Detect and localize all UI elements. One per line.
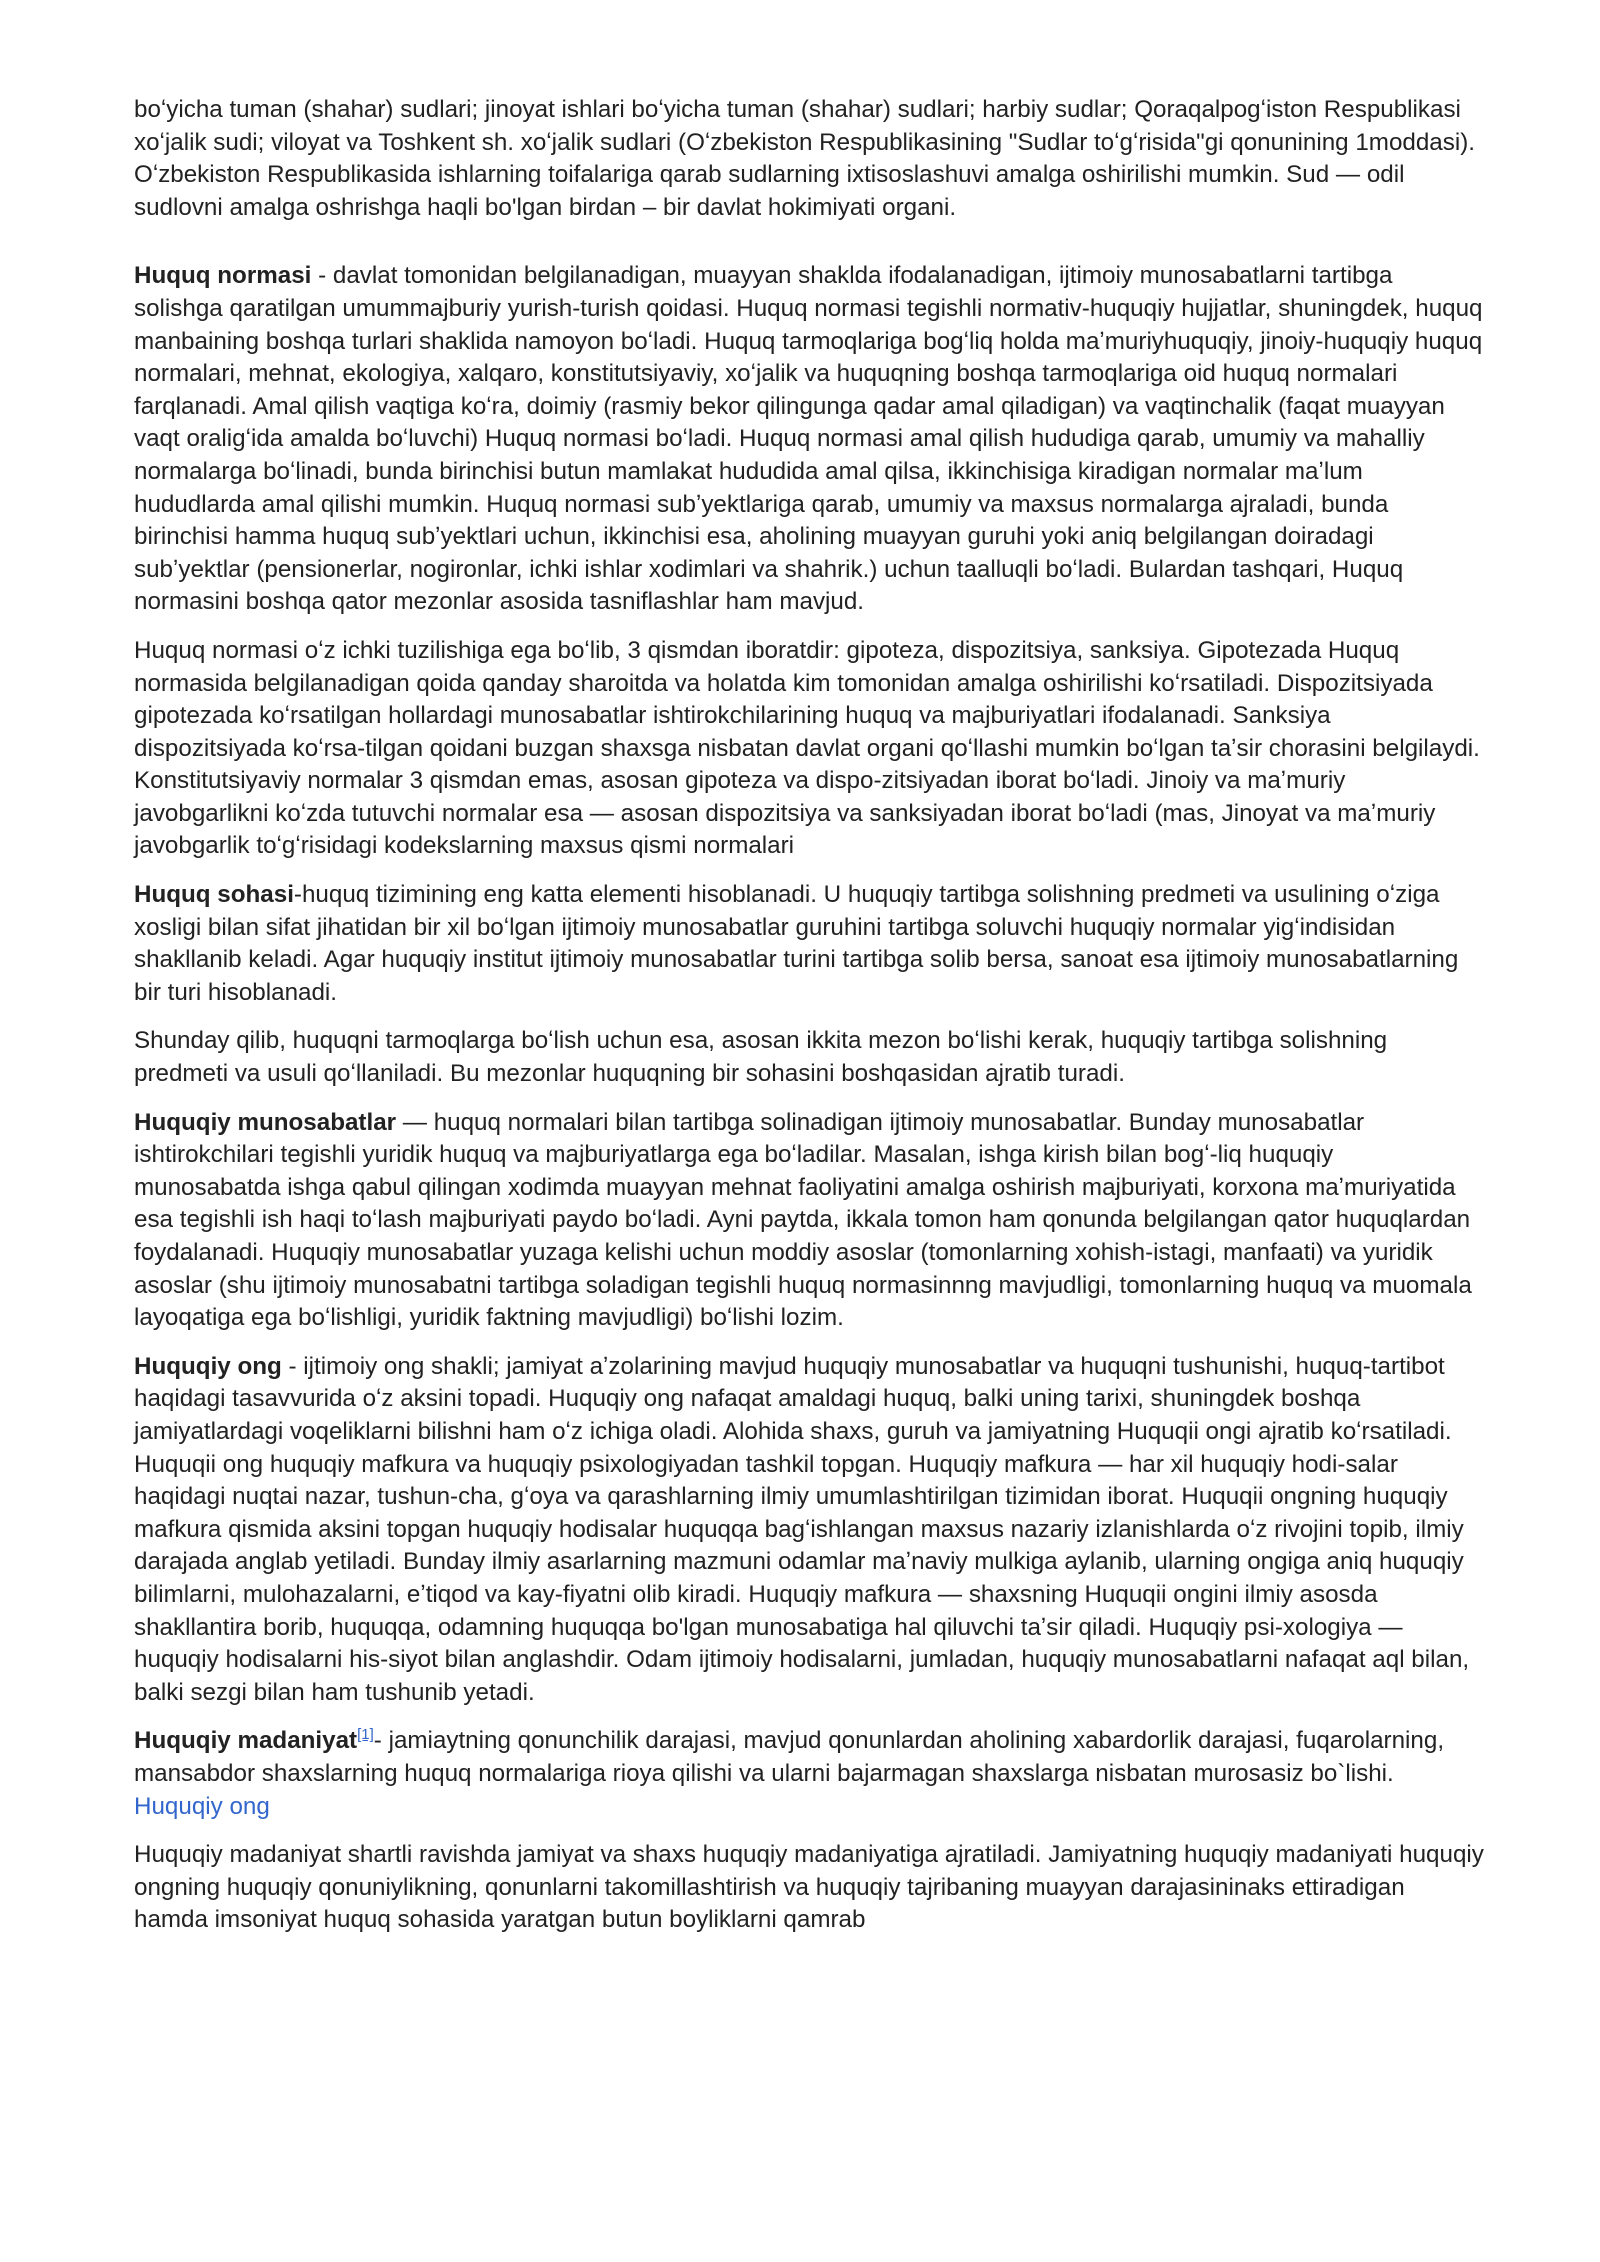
paragraph-courts [134,94,1484,224]
document-body [134,94,1484,1953]
paragraph-culture-types [134,1839,1484,1937]
paragraph-norm-structure [134,635,1484,863]
paragraph-huquq-sohasi [134,879,1484,1009]
citation-link[interactable]: [1] [357,1726,374,1744]
term-heading: Huquqiy madaniyat [134,1727,358,1755]
term-heading: Huquqiy munosabatlar [134,1108,397,1136]
paragraph-branch-criteria [134,1025,1484,1090]
paragraph-text: Shunday qilib, huquqni tarmoqlarga boʻlish uchun esa, asosan ikkita mezon boʻlishi kerak, huquqiy tartibga solishning predmeti va usuli qoʻllaniladi. Bu mezonlar huquqning bir sohasini boshqasidan ajratib turadi. [134,1027,1388,1088]
paragraph-huquqiy-madaniyat [134,1725,1484,1823]
paragraph-text: Huquqiy madaniyat shartli ravishda jamiyat va shaxs huquqiy madaniyatiga ajratiladi. Jamiyatning huquqiy madaniyati huquqiy ongning huquqiy qonuniylikning, qonunlarni takomillashtirish va huquqiy tajribaning muayyan darajasininaks ettiradigan hamda imsoniyat huquq sohasida yaratgan butun boyliklarni qamrab [134,1841,1484,1934]
paragraph-text: - ijtimoiy ong shakli; jamiyat aʼzolarining mavjud huquqiy munosabatlar va huquqni tushunishi, huquq-tartibot haqidagi tasavvurida oʻz aksini topadi. Huquqiy ong nafaqat amaldagi huquq, balki uning tarixi, shuningdek boshqa jamiyatlardagi voqeliklarni bilishni ham oʻz ichiga oladi. Alohida shaxs, guruh va jamiyatning Huquqii ongi ajratib koʻrsatiladi. Huquqii ong huquqiy mafkura va huquqiy psixologiyadan tashkil topgan. Huquqiy mafkura — har xil huquqiy hodi-salar haqidagi nuqtai nazar, tushun-cha, gʻoya va qarashlarning ilmiy umumlashtirilgan tizimidan iborat. Huquqii ongning huquqiy mafkura qismida aksini topgan huquqiy hodisalar huquqqa bagʻishlangan maxsus nazariy izlanishlarda oʻz rivojini topib, ilmiy darajada anglab yetiladi. Bunday ilmiy asarlarning mazmuni odamlar maʼnaviy mulkiga aylanib, ularning ongiga aniq huquqiy bilimlarni, mulohazalarni, eʼtiqod va kay-fiyatni olib kiradi. Huquqiy mafkura — shaxsning Huquqii ongini ilmiy asosda shakllantira borib, huquqqa, odamning huquqqa bo'lgan munosabatiga hal qiluvchi taʼsir qiladi. Huquqiy psi-xologiya — huquqiy hodisalarni his-siyot bilan anglashdir. Odam ijtimoiy hodisalarni, jumladan, huquqiy munosabatlarni nafaqat aql bilan, balki sezgi bilan ham tushunib yetadi. [134,1352,1470,1706]
paragraph-huquq-normasi [134,260,1484,619]
paragraph-huquqiy-munosabatlar [134,1107,1484,1335]
paragraph-text: -huquq tizimining eng katta elementi hisoblanadi. U huquqiy tartibga solishning predmeti va usulining oʻziga xosligi bilan sifat jihatidan bir xil boʻlgan ijtimoiy munosabatlar guruhini tartibga soluvchi huquqiy normalar yigʻindisidan shakllanib keladi. Agar huquqiy institut ijtimoiy munosabatlar turini tartibga solib bersa, sanoat esa ijtimoiy munosabatlarning bir turi hisoblanadi. [134,881,1459,1006]
term-heading: Huquq normasi [134,262,312,290]
paragraph-text: Huquq normasi oʻz ichki tuzilishiga ega boʻlib, 3 qismdan iboratdir: gipoteza, dispozitsiya, sanksiya. Gipotezada Huquq normasida belgilanadigan qoida qanday sharoitda va holatda kim tomonidan amalga oshirilishi koʻrsatiladi. Dispozitsiyada gipotezada koʻrsatilgan hollardagi munosabatlar ishtirokchilarining huquq va majburiyatlari ifodalanadi. Sanksiya dispozitsiyada koʻrsa-tilgan qoidani buzgan shaxsga nisbatan davlat organi qoʻllashi mumkin boʻlgan taʼsir chorasini belgilaydi. Konstitutsiyaviy normalar 3 qismdan emas, asosan gipoteza va dispo-zitsiyadan iborat boʻladi. Jinoiy va maʼmuriy javobgarlikni koʻzda tutuvchi normalar esa — asosan dispozitsiya va sanksiyadan iborat boʻladi (mas, Jinoyat va maʼmuriy javobgarlik toʻgʻrisidagi kodekslarning maxsus qismi normalari [134,636,1480,860]
paragraph-text: — huquq normalari bilan tartibga solinadigan ijtimoiy munosabatlar. Bunday munosabatlar ishtirokchilari tegishli yuridik huquq va majburiyatlarga ega boʻladilar. Masalan, ishga kirish bilan bogʻ-liq huquqiy munosabatda ishga qabul qilingan xodimda muayyan mehnat faoliyatini amalga oshirish majburiyati, korxona maʼmuriyatida esa tegishli ish haqi toʻlash majburiyati paydo boʻladi. Ayni paytda, ikkala tomon ham qonunda belgilangan qator huquqlardan foydalanadi. Huquqiy munosabatlar yuzaga kelishi uchun moddiy asoslar (tomonlarning xohish-istagi, manfaati) va yuridik asoslar (shu ijtimoiy munosabatni tartibga soladigan tegishli huquq normasinnng mavjudligi, tomonlarning huquq va muomala layoqatiga ega boʻlishligi, yuridik faktning mavjudligi) boʻlishi lozim. [134,1108,1472,1332]
huquqiy-ong-link[interactable]: Huquqiy ong [134,1792,270,1820]
paragraph-text: - davlat tomonidan belgilanadigan, muayyan shaklda ifodalanadigan, ijtimoiy munosabatlarni tartibga solishga qaratilgan umummajburiy yurish-turish qoidasi. Huquq normasi tegishli normativ-huquqiy hujjatlar, shuningdek, huquq manbaining boshqa turlari shaklida namoyon boʻladi. Huquq tarmoqlariga bogʻliq holda maʼmuriyhuquqiy, jinoiy-huquqiy huquq normalari, mehnat, ekologiya, xalqaro, konstitutsiyaviy, xoʻjalik va huquqning boshqa tarmoqlariga oid huquq normalari farqlanadi. Amal qilish vaqtiga koʻra, doimiy (rasmiy bekor qilingunga qadar amal qiladigan) va vaqtinchalik (faqat muayyan vaqt oraligʻida amalda boʻluvchi) Huquq normasi boʻladi. Huquq normasi amal qilish hududiga qarab, umumiy va mahalliy normalarga boʻlinadi, bunda birinchisi butun mamlakat hududida amal qilsa, ikkinchisiga kiradigan normalar maʼlum hududlarda amal qilishi mumkin. Huquq normasi subʼyektlariga qarab, umumiy va maxsus normalarga ajraladi, bunda birinchisi hamma huquq subʼyektlari uchun, ikkinchisi esa, aholining muayyan guruhi yoki aniq belgilangan doiradagi subʼyektlar (pensionerlar, nogironlar, ichki ishlar xodimlari va shahrik.) uchun taalluqli boʻladi. Bulardan tashqari, Huquq normasini boshqa qator mezonlar asosida tasniflashlar ham mavjud. [134,262,1483,616]
term-heading: Huquqiy ong [134,1352,282,1380]
paragraph-huquqiy-ong [134,1351,1484,1710]
term-heading: Huquq sohasi [134,881,294,909]
paragraph-text: - jamiaytning qonunchilik darajasi, mavjud qonunlardan aholining xabardorlik darajasi, fuqarolarning, mansabdor shaxslarning huquq normalariga rioya qilishi va ularni bajarmagan shaxslarga nisbatan murosasiz bo`lishi. [134,1727,1445,1787]
paragraph-text: boʻyicha tuman (shahar) sudlari; jinoyat ishlari boʻyicha tuman (shahar) sudlari; harbiy sudlar; Qoraqalpogʻiston Respublikasi xoʻjalik sudi; viloyat va Toshkent sh. xoʻjalik sudlari (Oʻzbekiston Respublikasining "Sudlar toʻgʻrisida"gi qonunining 1moddasi). Oʻzbekiston Respublikasida ishlarning toifalariga qarab sudlarning ixtisoslashuvi amalga oshirilishi mumkin. Sud — odil sudlovni amalga oshrishga haqli bo'lgan birdan – bir davlat hokimiyati organi. [134,96,1475,221]
